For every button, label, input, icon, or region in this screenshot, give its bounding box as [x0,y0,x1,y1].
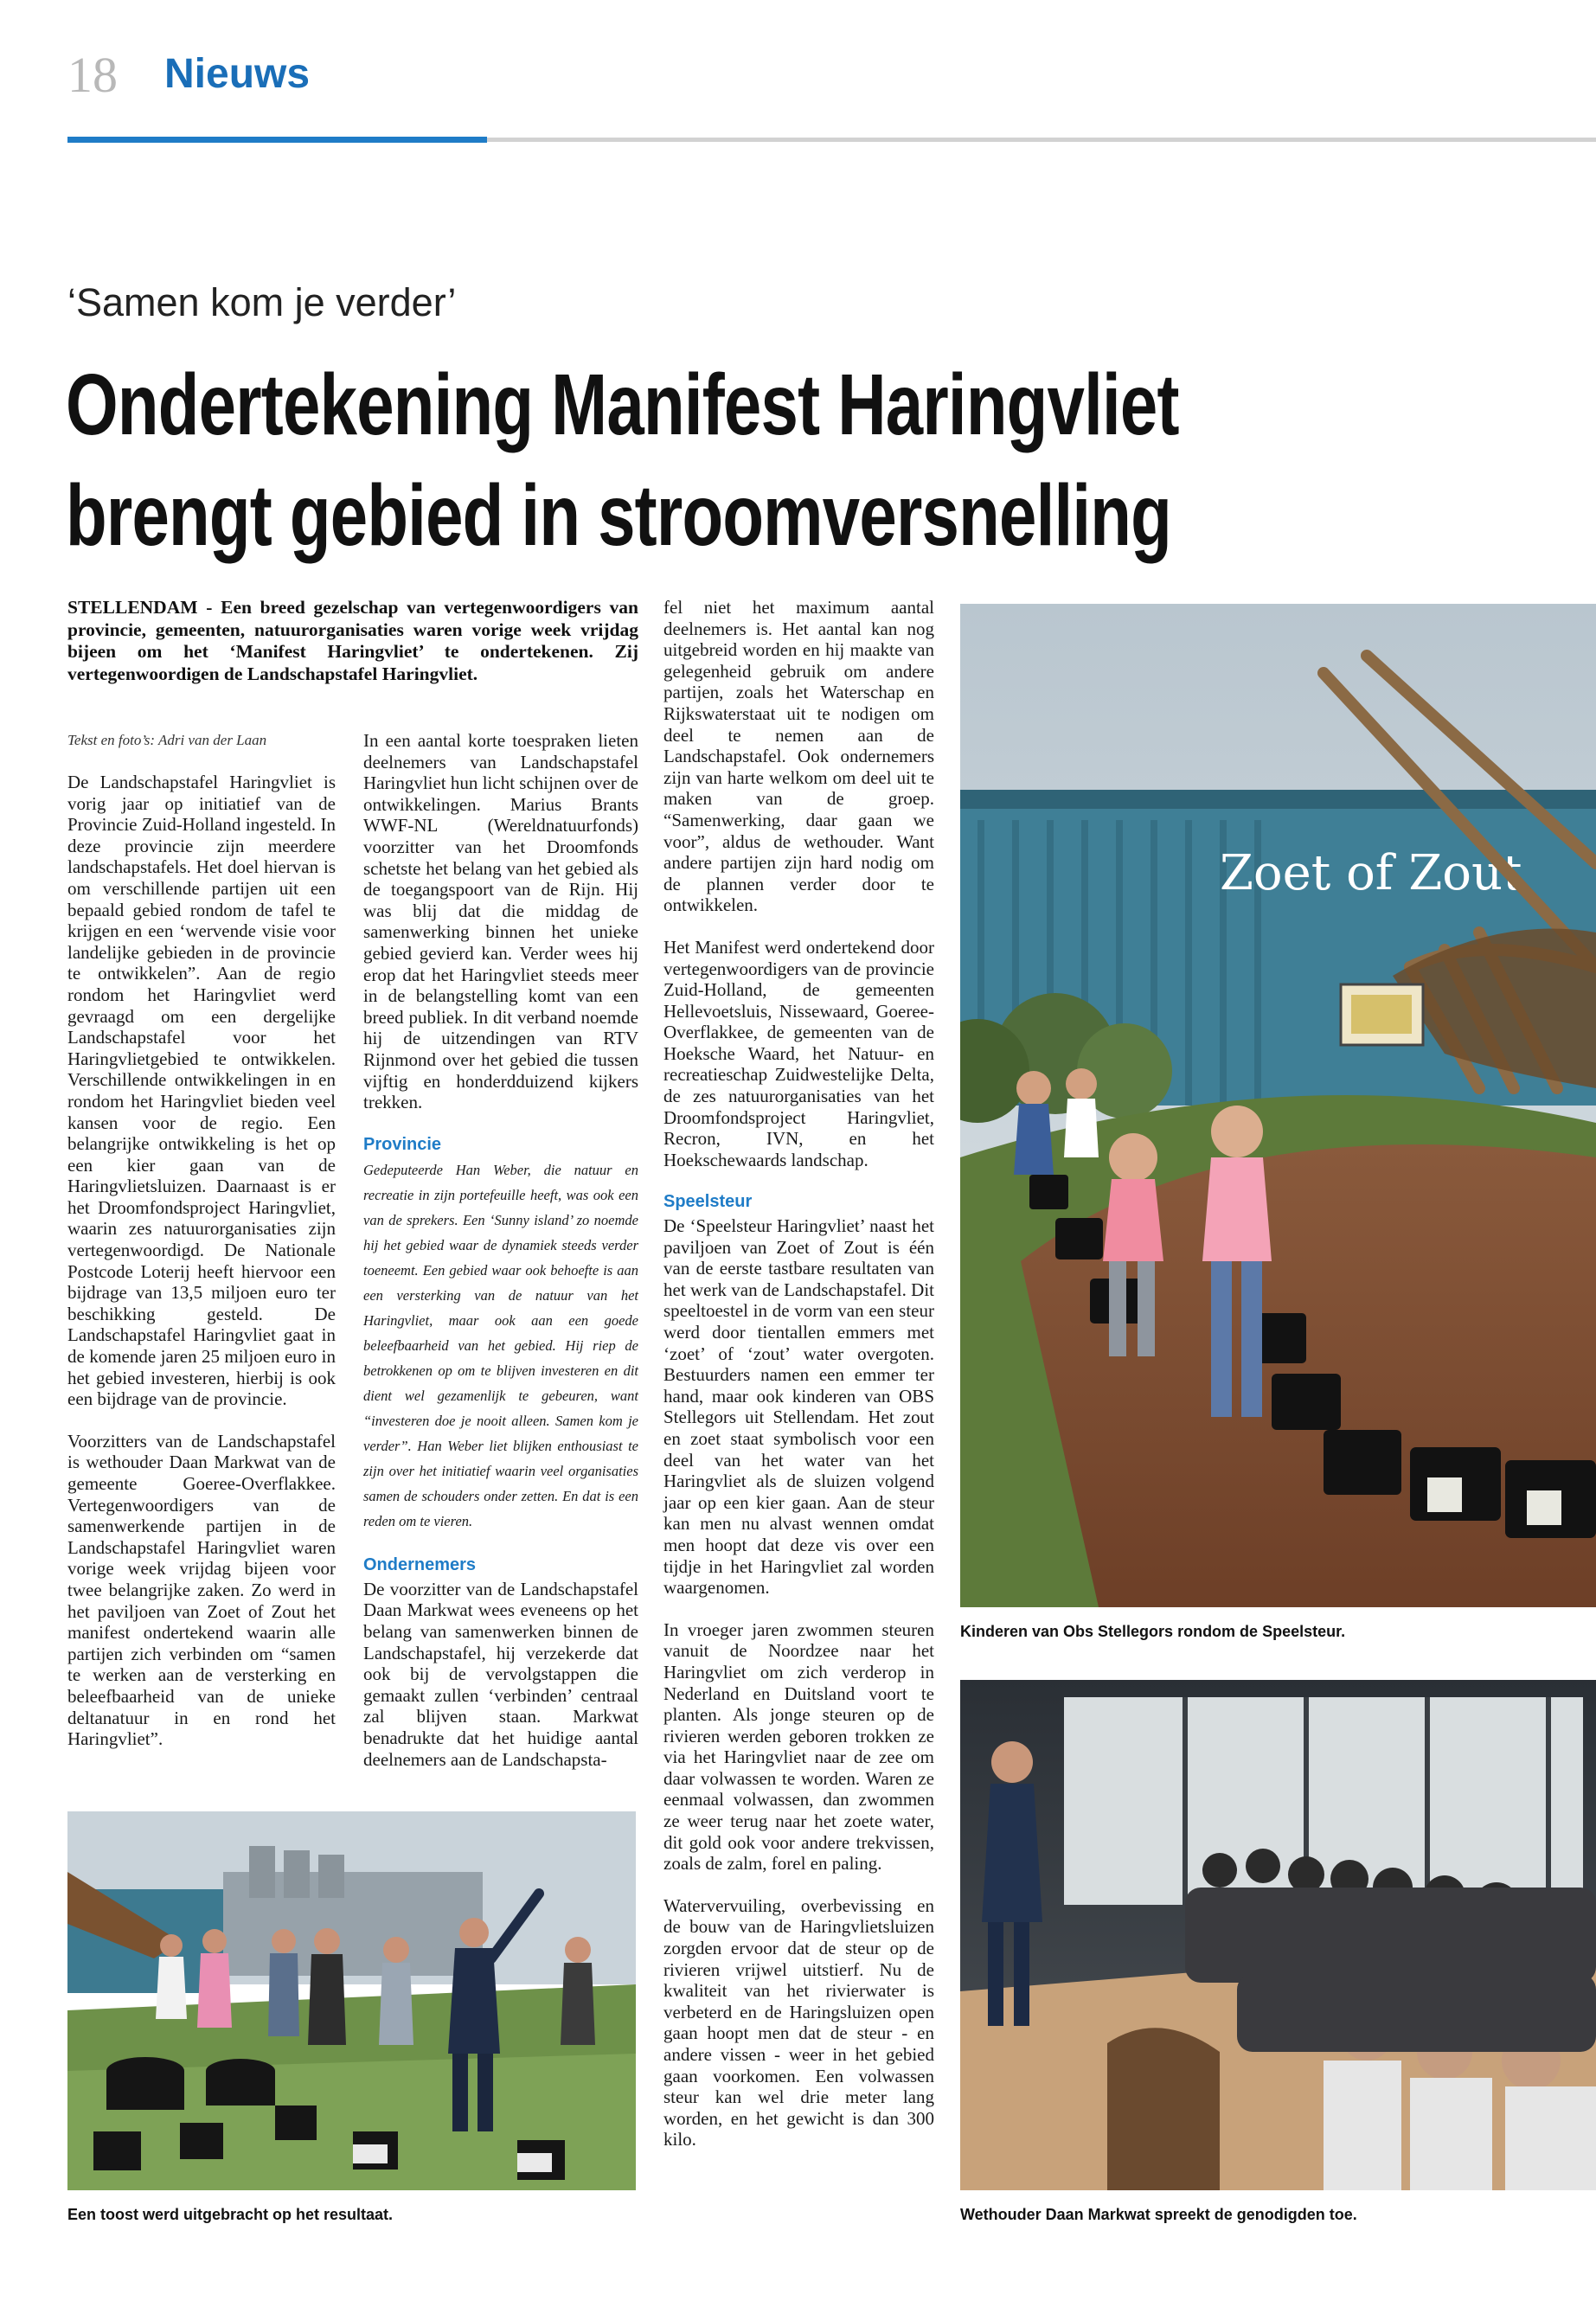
photo-toast-image [67,1811,636,2190]
paragraph: In vroeger jaren zwommen steuren vanuit de Noordzee naar het Haringvliet om zich verderop in Nederland en Duitsland voort te planten. Als jonge steuren op de rivieren werden geboren trokken ze via het Haringvliet naar de zee om daar volwassen te worden. Waren ze eenmaal volwassen, dan zwommen ze weer terug naar het zoete water, dit gold ook voor andere trekvissen, zoals de zalm, forel en paling. [663,1618,934,1875]
photo-speelsteur [960,604,1596,1607]
column-1 [67,772,336,1771]
column-2 [363,730,638,1791]
paragraph: Voorzitters van de Landschapstafel is wethouder Daan Markwat van de gemeente Goeree-Overflakkee. Vertegenwoordigers van de samenwerkende partijen in de Landschapstafel Haringvliet waren vorige week vrijdag bijeen voor twee belangrijke zaken. Zo werd in het paviljoen van Zoet of Zout het manifest ondertekend waarin alle partijen zich verbinden om “samen te werken aan de versterking en beleefbaarheid van de unieke deltanatuur in en rond het Haringvliet”. [67,1430,336,1750]
caption-toast: Een toost werd uitgebracht op het resultaat. [67,2206,394,2223]
article-headline [66,349,1253,571]
photo-toast [67,1811,636,2190]
page-number: 18 [67,47,118,103]
paragraph: Gedeputeerde Han Weber, die natuur en recreatie in zijn portefeuille heeft, was ook een van de sprekers. Een ‘Sunny island’ zo noemde hij het gebied waar de dynamiek steeds verder toeneemt. Een gebied waar ook behoefte is aan een versterking van de natuur van het Haringvliet, maar ook aan een goede beleefbaarheid van het gebied. Hij riep de betrokkenen op om te blijven investeren en dit dient wel gezamenlijk te gebeuren, want “investeren doe je nooit alleen. Samen kom je verder”. Han Weber liet blijken enthousiast te zijn over het initiatief waarin veel organisaties samen de schouders onder zetten. En dat is een reden om te vieren. [363,1162,638,1530]
byline: Tekst en foto’s: Adri van der Laan [67,732,267,748]
paragraph: Het Manifest werd ondertekend door vertegenwoordigers van de provincie Zuid-Holland, de gemeenten Hellevoetsluis, Nissewaard, Goeree-Overflakkee, de gemeenten van de Hoeksche Waard, het Natuur- en recreatieschap Zuidwestelijke Delta, de zes natuurorganisaties van het Droomfondsproject Haringvliet, Recron, IVN, en het Hoekschewaards landschap. [663,936,934,1170]
paragraph: fel niet het maximum aantal deelnemers is. Het aantal kan nog uitgebreid worden en hij maakte van gelegenheid gebruik om andere partijen, zoals het Waterschap en Rijkswaterstaat uit te nodigen om deel te nemen aan de Landschapstafel. Ook ondernemers zijn van harte welkom om deel uit te maken van de groep. “Samenwerking, daar gaan we voor”, aldus de wethouder. Want andere partijen zijn hard nodig om de plannen verder door te ontwikkelen. [663,597,934,916]
subhead-ondernemers: Ondernemers [363,1555,477,1575]
photo-speech [960,1680,1596,2190]
header-rule [487,138,1596,142]
photo-speelsteur-image [960,604,1596,1607]
caption-speech: Wethouder Daan Markwat spreekt de genodigden toe. [960,2206,1357,2223]
headline-line-1: Ondertekening Manifest Haringvliet [66,356,1179,453]
paragraph: De Landschapstafel Haringvliet is vorig jaar op initiatief van de Provincie Zuid-Holland ingesteld. In deze provincie zijn meerdere landschapstafels. Het doel hiervan is om verschillende partijen uit een bepaald gebied rondom de tafel te krijgen en een ‘wervende visie voor landelijke gebieden in de provincie te ontwikkelen”. Aan de regio rondom het Haringvliet werd gevraagd om een dergelijke Landschapstafel voor het Haringvlietgebied te ontwikkelen. Verschillende ontwikkelingen in en rondom het Haringvliet bieden veel kansen voor de regio. Een belangrijke ontwikkeling is het op een kier gaan van de Haringvlietsluizen. Daarnaast is er het Droomfondsproject Haringvliet, waarin zes natuurorganisaties zijn vertegenwoordigd. De Nationale Postcode Loterij heeft hiervoor een bijdrage van 13,5 miljoen euro ter beschikking gesteld. De Landschapstafel Haringvliet gaat in de komende jaren 25 miljoen euro in het gebied investeren, hierbij is ook een bijdrage van de provincie. [67,772,336,1410]
subhead-provincie: Provincie [363,1134,442,1154]
section-title: Nieuws [164,51,311,97]
caption-speelsteur: Kinderen van Obs Stellegors rondom de Speelsteur. [960,1623,1346,1640]
paragraph: De voorzitter van de Landschapstafel Daan Markwat wees eveneens op het belang van samenwerken binnen de Landschapstafel, hij verzekerde dat ook bij de vervolgstappen die gemaakt zullen ‘verbinden’ centraal zal blijven staan. Markwat benadrukte dat het huidige aantal deelnemers aan de Landschapsta- [363,1578,638,1770]
paragraph: In een aantal korte toespraken lieten deelnemers van Landschapstafel Haringvliet hun licht schijnen over de ontwikkelingen. Marius Brants WWF-NL (Wereldnatuurfonds) voorzitter van het Droomfonds schetste het belang van het gebied als de toegangspoort van de Rijn. Hij was blij dat die middag de samenwerking binnen het unieke gebied gevierd kan. Verder wees hij erop dat het Haringvliet steeds meer in de belangstelling komt van een breed publiek. In dit verband noemde hij de uitzendingen van RTV Rijnmond over het gebied die tussen vijftig en honderdduizend kijkers trekken. [363,730,638,1113]
header-rule-accent [67,137,487,143]
article-kicker: ‘Samen kom je verder’ [67,280,457,324]
subhead-speelsteur: Speelsteur [663,1192,753,1212]
column-3 [663,597,934,2171]
headline-line-2: brengt gebied in stroomversnelling [66,467,1172,564]
building-sign: Zoet of Zout [1220,845,1522,901]
paragraph: Watervervuiling, overbevissing en de bouw van de Haringvlietsluizen zorgden ervoor dat de steur op de rivieren vrijwel uitstierf. Nu de kwaliteit van het rivierwater is verbeterd en de Haringsluizen open gaan hoopt men dat de steur - en andere vissen - weer in het gebied gaan voorkomen. Een volwassen steur kan wel drie meter lang worden, en het gewicht is dan 300 kilo. [663,1894,934,2150]
photo-speech-image [960,1680,1596,2190]
paragraph: De ‘Speelsteur Haringvliet’ naast het paviljoen van Zoet of Zout is één van de eerste tastbare resultaten van het werk van de Landschapstafel. Dit speeltoestel in de vorm van een steur werd door tientallen emmers met ‘zoet’ of ‘zout’ water overgoten. Bestuurders namen een emmer ter hand, maar ook kinderen van OBS Stellegors uit Stellendam. Het zout en zoet staat symbolisch voor een deel van het water van het Haringvliet als de sluizen volgend jaar op een kier gaan. Aan de steur kan men nu alvast wennen omdat men hoopt dat deze vis over een tijdje in het Haringvliet zal worden waargenomen. [663,1215,934,1599]
article-lead: STELLENDAM - Een breed gezelschap van vertegenwoordigers van provincie, gemeenten, natuurorganisaties waren vorige week vrijdag bijeen om het ‘Manifest Haringvliet’ te ondertekenen. Zij vertegenwoordigen de Landschapstafel Haringvliet. [67,597,638,684]
